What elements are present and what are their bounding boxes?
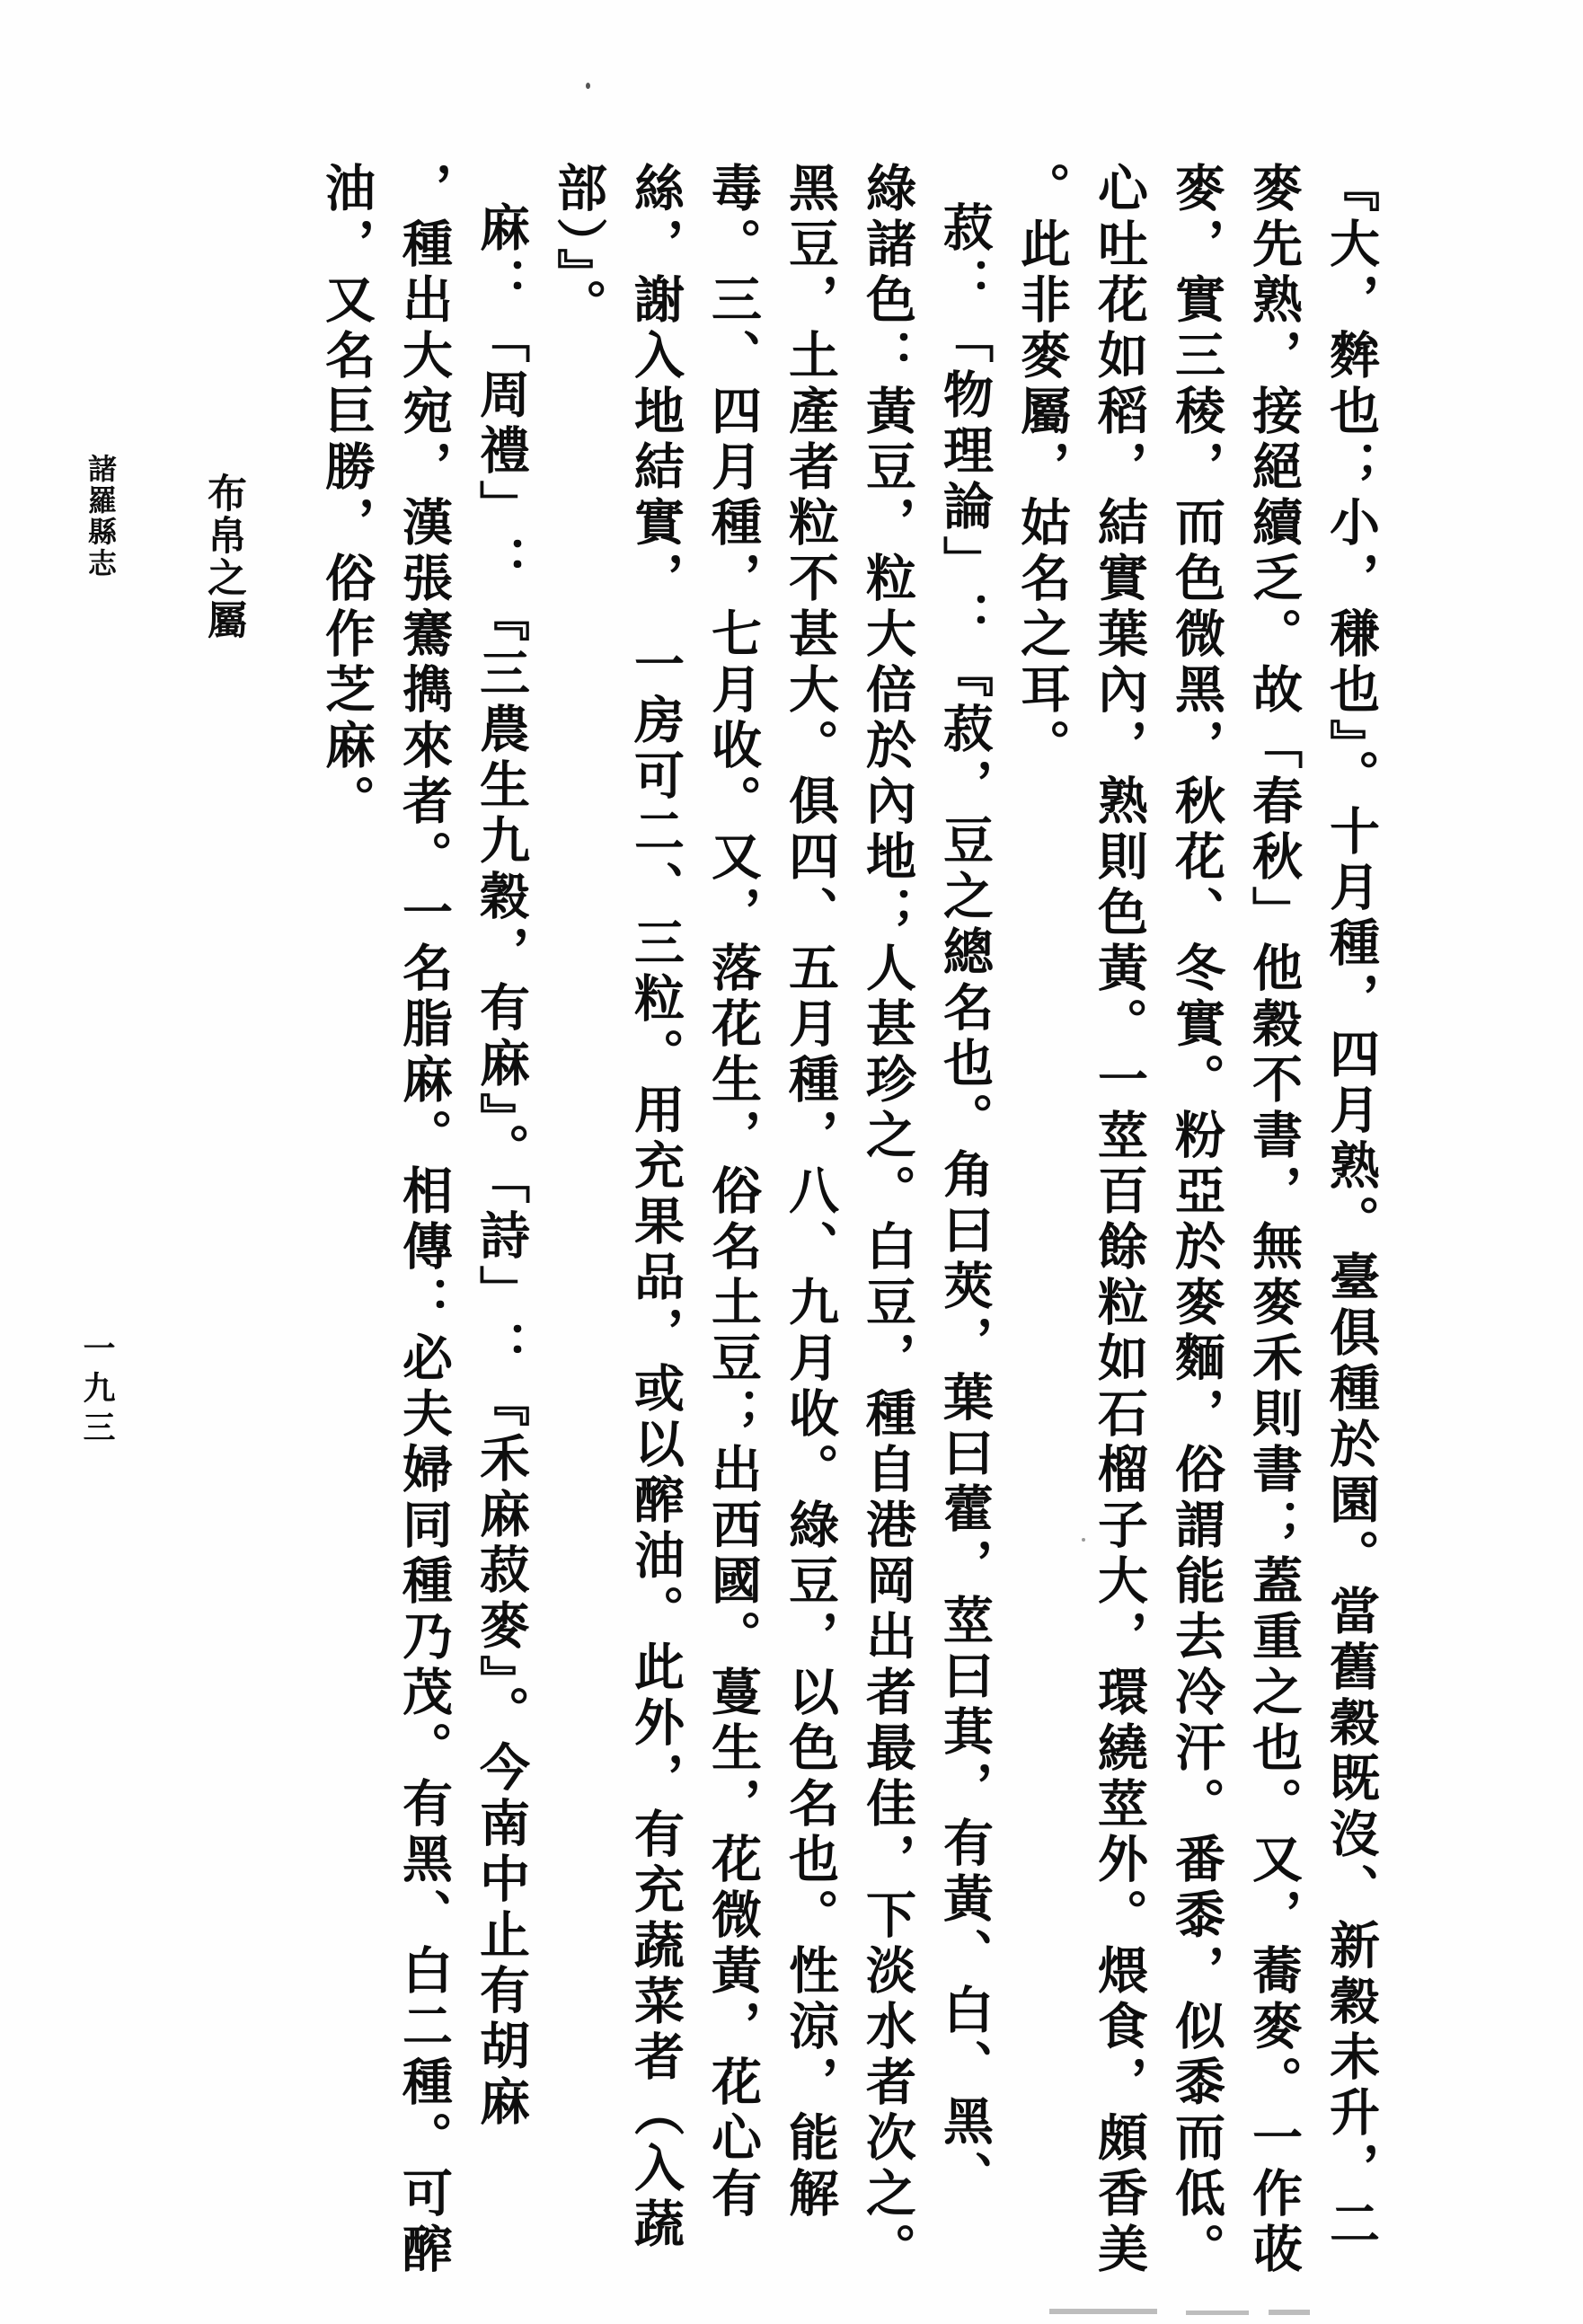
text-column-1: 『大，麰也；小，稴也』。十月種，四月熟。臺俱種於園。當舊穀既沒、新穀未升，二	[1322, 162, 1378, 2253]
scan-edge-artifact	[1269, 2310, 1310, 2315]
text-column-3: 麥，實三稜，而色微黑，秋花、冬實。粉亞於麥麵，俗謂能去冷汗。番黍，似黍而低。	[1168, 162, 1224, 2278]
text-column-10: 絲，謝入地結實， 一房可二、三粒。用充果品，或以醡油。此外，有充蔬菜者（入蔬	[627, 162, 683, 2253]
scan-edge-artifact	[1186, 2311, 1249, 2315]
text-column-8: 黑豆，土產者粒不甚大。俱四、五月種，八、九月收。綠豆，以色名也。性涼，能解	[782, 162, 837, 2222]
text-column-13: ，種出大宛，漢張騫擕來者。一名脂麻。相傳：必夫婦同種乃茂。有黑、白二種。可醡	[395, 162, 451, 2278]
text-column-14: 油，又名巨勝，俗作芝麻。	[318, 162, 374, 830]
text-column-11: 部）』。	[550, 162, 606, 334]
text-column-9: 毒。三、四月種，七月收。又，落花生，俗名土豆；出西國。蔓生，花微黃，花心有	[704, 162, 760, 2222]
text-column-7: 綠諸色：黃豆，粒大倍於內地；人甚珍之。白豆，種自港岡出者最佳，下淡水者次之。	[859, 162, 915, 2278]
page-number: 一九三	[79, 1331, 115, 1450]
scan-edge-artifact	[1049, 2309, 1157, 2314]
text-column-5: 。此非麥屬，姑名之耳。	[1013, 162, 1069, 774]
text-column-4: 心吐花如稻，結實葉內，熟則色黃。一莖百餘粒如石榴子大，環繞莖外。煨食，頗香美	[1091, 162, 1146, 2278]
text-column-12-entry-ma: 麻：「周禮」：『三農生九穀，有麻』。「詩」：『禾麻菽麥』。今南中止有胡麻	[473, 201, 528, 2131]
section-header: 布帛之屬	[201, 473, 245, 641]
text-column-6-entry-shu: 菽：「物理論」：『菽，豆之總名也。角曰莢，葉曰藿，莖曰萁，有黃、白、黑、	[936, 201, 992, 2206]
scan-speck	[586, 83, 590, 89]
scan-speck	[1082, 1538, 1085, 1542]
book-title: 諸羅縣志	[84, 454, 117, 579]
text-column-2: 麥先熟，接絕續乏。故「春秋」他穀不書，無麥禾則書；蓋重之也。又，蕎麥。一作荍	[1245, 162, 1301, 2278]
